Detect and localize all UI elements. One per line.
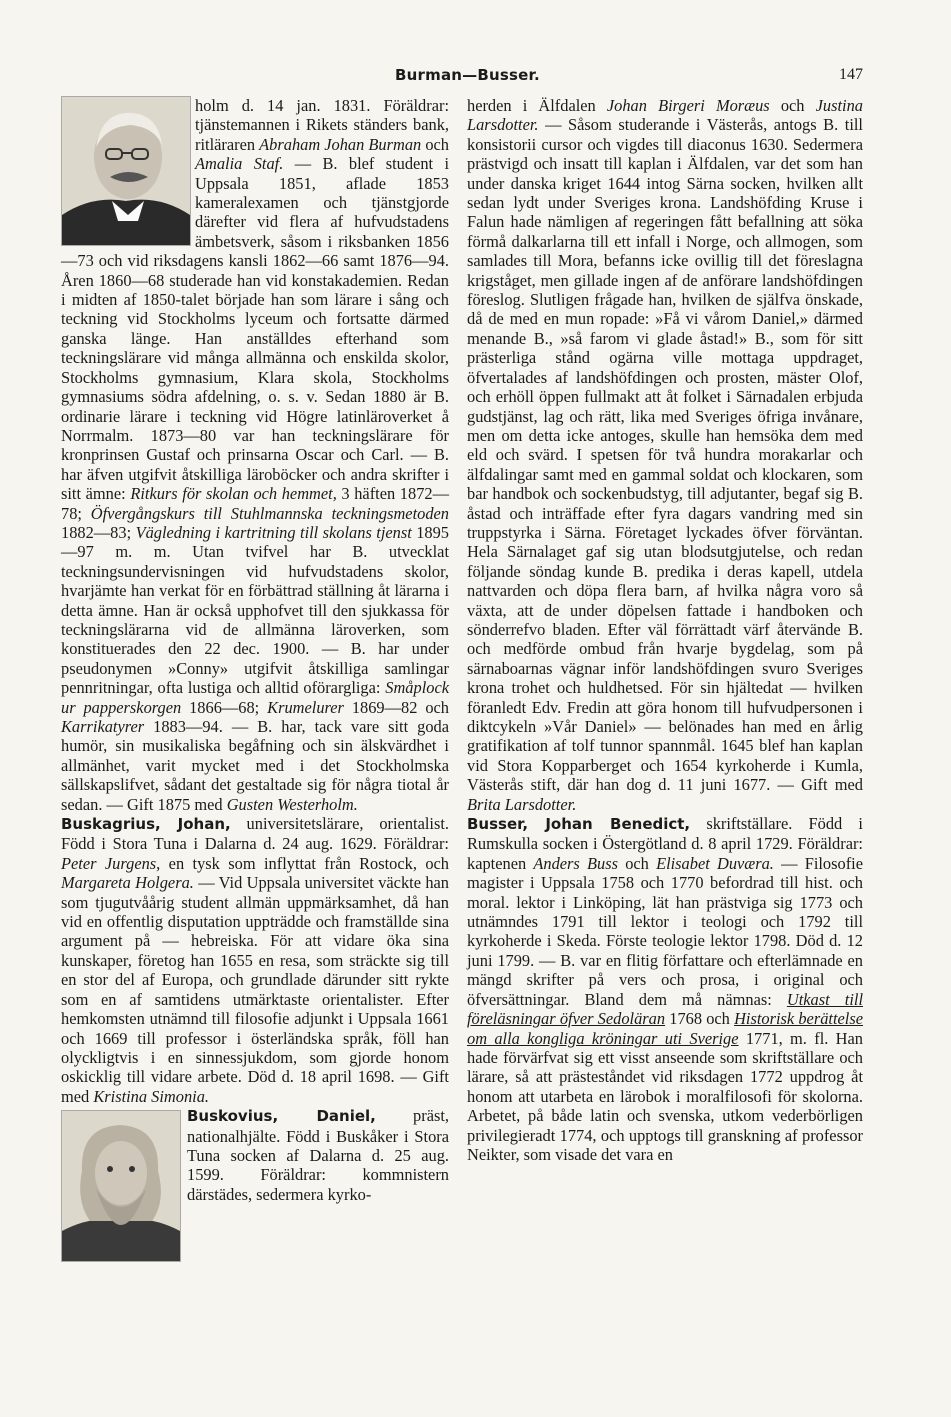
buskovius-headword: Buskovius, Daniel, (187, 1107, 376, 1126)
busser-father: Anders Buss (533, 853, 618, 873)
portrait-burman (61, 96, 191, 246)
busser-work-2: Historisk berättelse om alla kongliga kröningar uti Sverige (467, 1009, 863, 1048)
buskovius-text-1: präst, nationalhjälte. Född i Buskåker i Stora Tuna socken af Dalarna d. 25 aug. 1599. Föräldrar: kommnistern därstädes, sedermera kyrko- (187, 1106, 449, 1204)
buskagrius-text-2: en tysk som inflyttat från Rostock, och (160, 853, 449, 873)
buskagrius-headword: Buskagrius, Johan, (61, 815, 231, 834)
burman-text-5: 1895—97 m. m. Utan tvifvel har B. utvecklat teckningsundervisningen vid hufvudstadens skolor, hvarjämte han verkat för en förbättrad ställning åt lärarna i detta ämne. Han är också upphofvet till den sjukkassa för teckningslärarna vid de allmänna läroverken, som konstituerades den 22 dec. 1900. — B. har under pseudonymen »Conny» utgifvit åtskilliga samlingar pennritningar, ofta lustiga och alltid oförargliga: (61, 522, 449, 698)
busser-work-1: Utkast till föreläsningar öfver Sedoläran (467, 989, 863, 1029)
busser-headword: Busser, Johan Benedict, (467, 815, 691, 834)
buskagrius-father: Peter Jurgens, (61, 853, 161, 873)
buskovius-father: Johan Birgeri Moræus (606, 96, 770, 115)
portrait-buskovius-image (62, 1111, 180, 1261)
running-head: Burman—Busser. (395, 66, 540, 84)
burman-text-8: 1883—94. — B. har, tack vare sitt goda humör, sin musikaliska begåfning och sin älskvärdhet i allmänhet, varit mycket med i det Stockholmska sällskapslifvet, sådant det gestaltade sig för några tiotal år sedan. — Gift 1875 med (61, 717, 449, 814)
busser-text-3: 1768 och (665, 1009, 735, 1029)
burman-work-3: Vägledning i kartritning till skolans tjenst (135, 522, 412, 542)
burman-wife: Gusten Westerholm. (226, 794, 358, 814)
burman-work-2: Öfvergångskurs till Stuhlmannska teckningsmetoden (90, 503, 449, 523)
burman-work-5: Krumelurer (267, 697, 344, 717)
burman-text-6: 1866—68; (181, 697, 268, 717)
portrait-buskovius (61, 1110, 181, 1262)
busser-mother: Elisabet Duværa. (656, 853, 774, 873)
buskagrius-wife: Kristina Simonia. (93, 1086, 209, 1106)
burman-mother: Amalia Staf. (195, 154, 284, 174)
burman-text-1: holm d. 14 jan. 1831. Föräldrar: tjänstemannen i Rikets ständers bank, ritläraren (195, 96, 449, 154)
burman-father: Abraham Johan Burman (259, 134, 422, 154)
buskovius-mother: Justina Larsdotter. (467, 96, 863, 135)
portrait-burman-image (62, 97, 190, 245)
buskagrius-text-1: universitetslärare, orientalist. Född i Stora Tuna i Dalarna d. 24 aug. 1629. Föräldrar: (61, 814, 449, 854)
burman-text-2: — B. blef student i Uppsala 1851, aflade 1853 kameralexamen och tjänstgjorde därefter vid flera af hufvudstadens ämbetsverk, såsom i riksbanken 1856—73 och vid riksdagens kansli 1862—66 samt 1876—94. Åren 1860—68 studerade han vid konstakademien. Redan i midten af 1850-talet började han som lärare i sång och teckning vid Stockholms lyceum och fortsatte därmed ganska länge. Han anställdes efterhand som teckningslärare vid många allmänna och enskilda skolor, Stockholms gymnasium, Klara skola, Stockholms gymnasiums södra afdelning, o. s. v. Sedan 1880 är B. ordinarie lärare i teckning vid Högre latinläroverket å Norrmalm. 1873—80 var han teckningslärare för kronprinsen Gustaf och prinsarna Oscar och Carl. — B. har äfven utgifvit åtskilliga läroböcker och andra skrifter i sitt ämne: (61, 154, 450, 504)
entry-busser (467, 814, 863, 1164)
busser-text-4: 1771, m. fl. Han hade förvärfvat sig ett visst anseende som skriftställare och lärare, så att prästeståndet vid riksdagen 1772 uppdrog åt honom att utarbeta en lärobok i moralfilosofi för skolorna. Arbetet, på både latin och svenska, utkom vederbörligen privilegieradt 1774, och upptogs till granskning af professor Neikter, som visade det vara en (467, 1028, 863, 1164)
left-column (61, 96, 449, 1262)
page-number: 147 (839, 66, 863, 83)
right-column (467, 96, 863, 1164)
buskovius-text-3: — Såsom studerande i Västerås, antogs B. till konsistorii cursor och vigdes till diaconus 1630. Sedermera prästvigd och insatt till kaplan i Älfdalen, var det som han under danska kriget 1644 intog Särna socken, hvilken allt sedan lydt under Sveriges krona. Landshöfding Kruse i Falun hade nämligen af regeringen fått befallning att söka förmå dalkarlarna till ett infall i Norge, och allmogen, som samlades till Mora, befanns icke ovillig till det föreslagna krigståget, men gillade ingen af de anförare landshöfdingen föreslog. Slutligen frågade han, hvilken de själfva önskade, då de med en mun ropade: »Få vi vårom Daniel,» därmed menande B., »så farom vi glade åstad!» B., som för sitt prästerliga stånd ogärna ville mottaga uppdraget, öfvertalades af landshöfdingen och prosten, mäster Olof, och erhöll öppen fullmakt att åt folket i Särnadalen erbjuda gudstjänst, lag och rätt, lika med Sveriges öfriga invånare, men om detta icke antoges, skulle han hemsöka dem med eld och svärd. I spetsen för två hundra morakarlar och älfdalingar samt med en gammal soldat och klockaren, som bar handbok och sockenbudstyg, till adjutanter, begaf sig B. åstad och inträffade efter fyra dagars vandring med sin truppstyrka i Särna. Företaget lyckades öfver förväntan. Hela Särnalaget gaf sig utan blodsutgjutelse, och redan följande söndag kunde B. predika i deras kapell, utdela nattvarden och döpa flera barn, af hvilka några voro så växta, att de under döpelsen fattade i handboken och sönderrefvo bladen. Efter väl förrättadt värf återvände B. och medförde ombud från hvarje bygdelag, som på särnaboarnas vägnar inför landshöfdingen svuro Sveriges krona trohet och huldhetsed. För sin hjältedat — hvilken föranledt Edv. Fredin att göra honom till hufvudpersonen i diktcykeln »Vår Daniel» — belönades han med en årlig gratifikation af tolf tunnor spannmål. 1645 blef han kaplan vid Stora Kopparberget och 1654 kyrkoherde i Kumla, Västerås stift, där han dog d. 11 juni 1677. — Gift med (467, 115, 863, 795)
entry-buskagrius (61, 814, 449, 1106)
burman-and: och (421, 134, 449, 154)
busser-and: och (617, 853, 657, 873)
busser-text-1: skriftställare. Född i Rumskulla socken i Östergötland d. 8 april 1729. Föräldrar: kaptenen (467, 814, 863, 873)
busser-text-2: — Filosofie magister i Uppsala 1758 och 1770 befordrad till hist. och moral. lektor i Linköping, lät han prästviga sig 1773 och utnämndes 1791 till lektor i teologi och 1792 till kyrkoherde i Skeda. Förste teologie lektor 1798. Död d. 12 juni 1799. — B. var en flitig författare och efterlämnade en mängd skrifter på vers och prosa, i original och öfversättningar. Bland dem må nämnas: (467, 853, 863, 1009)
burman-work-4: Småplock ur papperskorgen (61, 678, 449, 717)
buskovius-and: och (769, 96, 816, 115)
buskovius-text-2: herden i Älfdalen (467, 96, 607, 115)
buskovius-wife: Brita Larsdotter. (467, 794, 577, 814)
burman-work-6: Karrikatyrer (61, 717, 145, 736)
buskagrius-text-3: — Vid Uppsala universitet väckte han som tjugutvåårig student allmän uppmärksamhet, då han vid en offentlig disputation uppträdde och framställde sina argument på — hebreiska. För att vidare öka sina kunskaper, företog han 1655 en resa, som sträckte sig till en stor del af Europa, och grundlade därunder sitt rykte som en af samtidens utmärktaste orientalister. Efter hemkomsten utnämnd till filosofie adjunkt i Uppsala 1661 och 1669 till professor i österländska språk, föll han olyckligtvis i en sinnessjukdom, som gjorde honom oskicklig till vidare arbete. Död d. 18 april 1698. — Gift med (61, 873, 449, 1106)
burman-work-1: Ritkurs för skolan och hemmet, (130, 484, 337, 504)
buskagrius-mother: Margareta Holgera. (61, 873, 194, 893)
page-header (0, 66, 951, 90)
burman-text-7: 1869—82 och (343, 697, 449, 717)
burman-text-4: 1882—83; (61, 522, 136, 542)
burman-text-3: 3 häften 1872—78; (61, 484, 449, 523)
